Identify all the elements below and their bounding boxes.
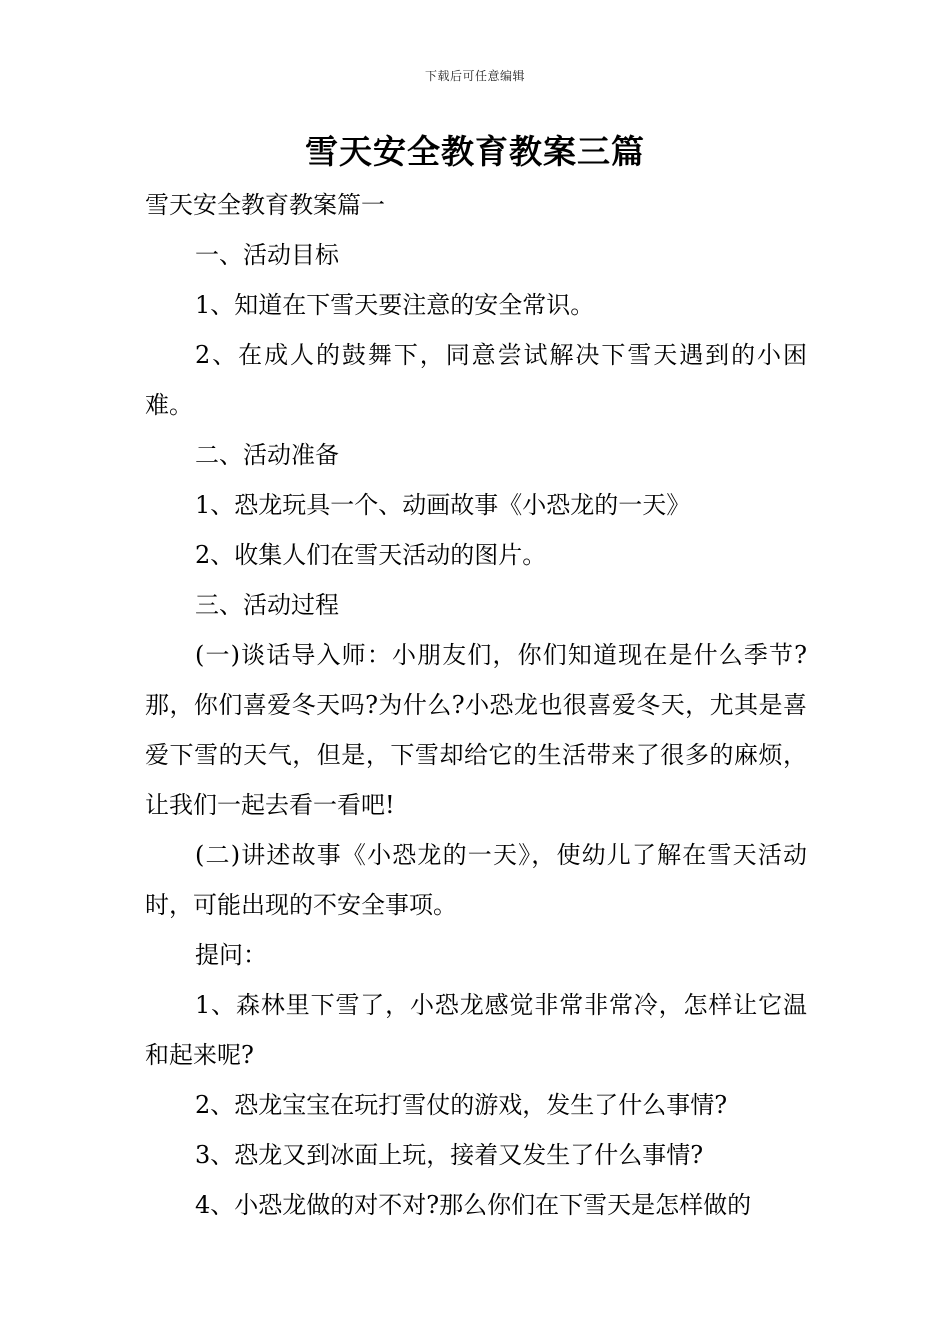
paragraph: 提问： [195, 941, 267, 969]
paragraph: 二、活动准备 [195, 441, 339, 469]
section-heading: 雪天安全教育教案篇一 [145, 191, 385, 219]
paragraph: 2、恐龙宝宝在玩打雪仗的游戏，发生了什么事情? [195, 1091, 728, 1119]
paragraph: 1、森林里下雪了，小恐龙感觉非常非常冷，怎样让它温和起来呢? [145, 991, 807, 1069]
header-note: 下载后可任意编辑 [424, 69, 525, 83]
paragraph: (二)讲述故事《小恐龙的一天》，使幼儿了解在雪天活动时，可能出现的不安全事项。 [145, 841, 807, 919]
document-body [145, 180, 807, 1230]
paragraph: 2、收集人们在雪天活动的图片。 [195, 541, 547, 569]
paragraph: 1、恐龙玩具一个、动画故事《小恐龙的一天》 [195, 491, 691, 519]
paragraph: 4、小恐龙做的对不对?那么你们在下雪天是怎样做的 [195, 1191, 752, 1219]
paragraph: 3、恐龙又到冰面上玩，接着又发生了什么事情? [195, 1141, 704, 1169]
paragraph: 2、在成人的鼓舞下，同意尝试解决下雪天遇到的小困难。 [145, 341, 807, 419]
paragraph: (一)谈话导入师：小朋友们，你们知道现在是什么季节?那，你们喜爱冬天吗?为什么?小恐龙也很喜爱冬天，尤其是喜爱下雪的天气，但是，下雪却给它的生活带来了很多的麻烦，让我们一起去看一看吧! [145, 641, 807, 819]
paragraph: 三、活动过程 [195, 591, 339, 619]
paragraph: 一、活动目标 [195, 241, 339, 269]
paragraph: 1、知道在下雪天要注意的安全常识。 [195, 291, 595, 319]
document-title: 雪天安全教育教案三篇 [305, 132, 645, 171]
